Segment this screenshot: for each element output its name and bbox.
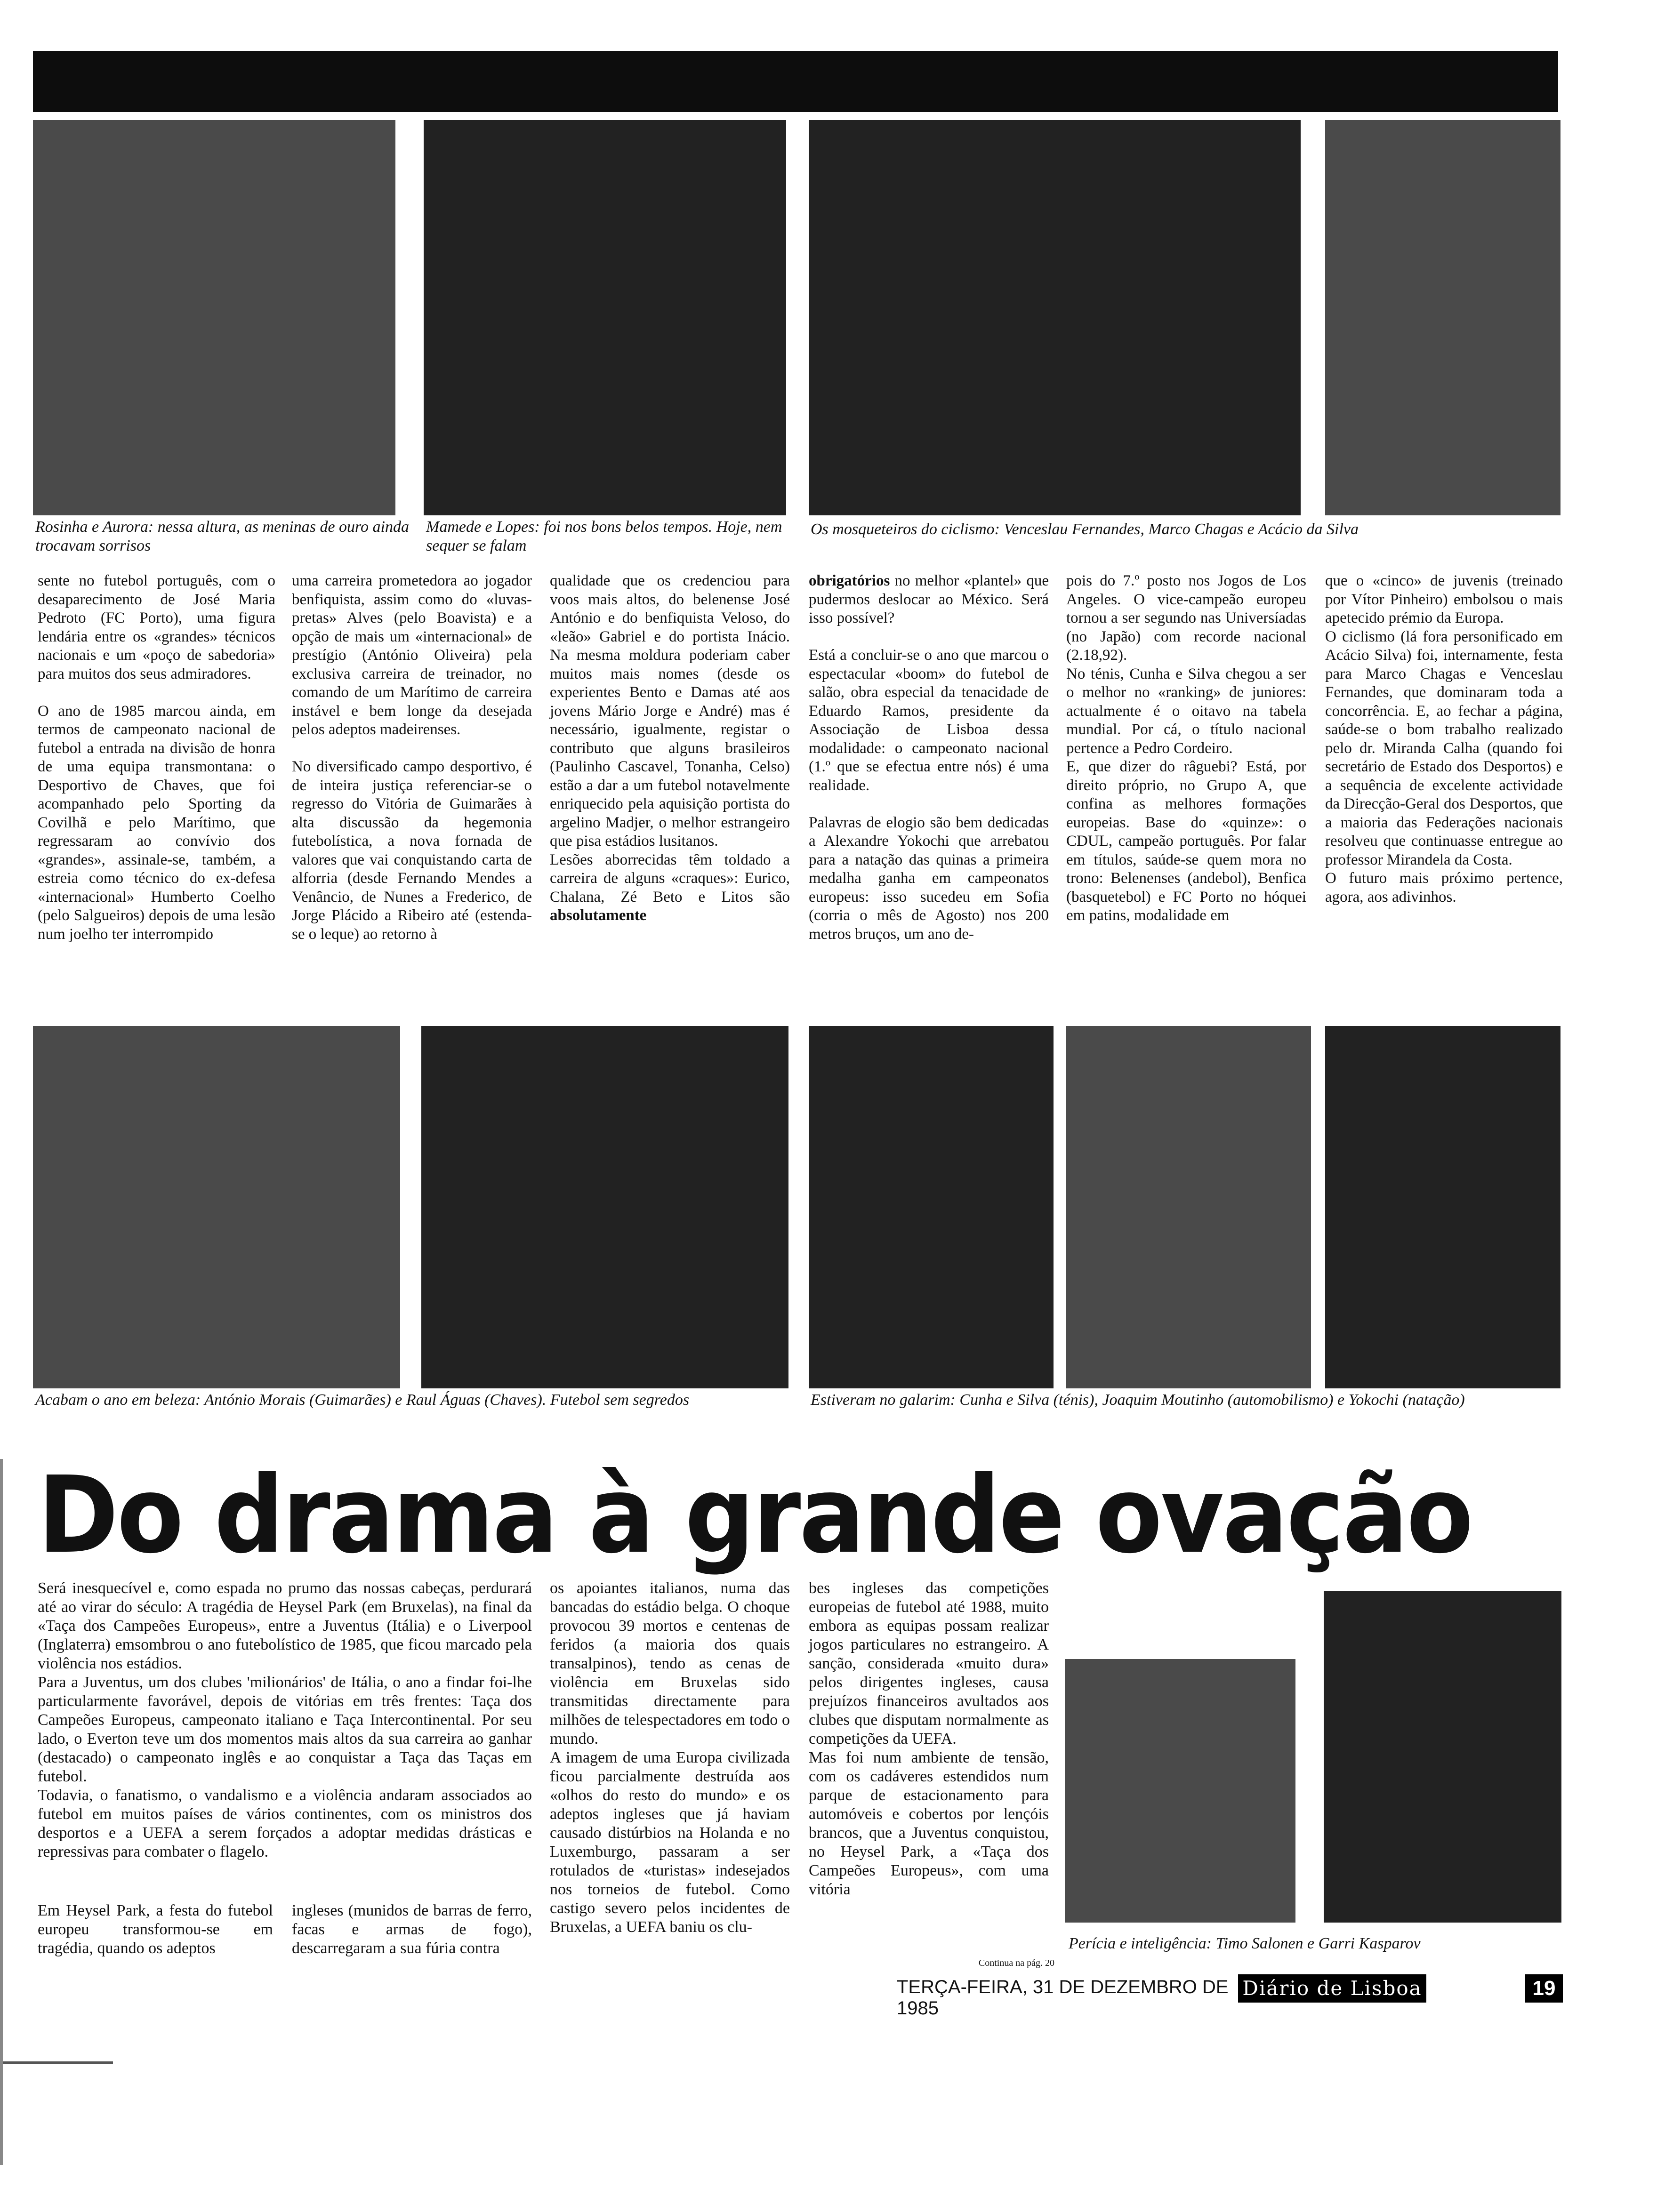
article-column-5: pois do 7.º posto nos Jogos de Los Angeles. O vice-campeão europeu tornou a ser segundo nas Universíadas (no Japão) com recorde nacional (2.18,92). No ténis, Cunha e Silva chegou a ser o melhor no «ranking» de juniores: actualmente é o oitavo na tabela mundial. Por cá, o título nacional pertence a Pedro Cordeiro. E, que dizer do râguebi? Está, por direito próprio, no Grupo A, que confina as melhores formações europeias. Base do «quinze»: o CDUL, campeão português. Por falar em títulos, saúde-se quem mora no trono: Belenenses (andebol), Benfica (basquetebol) e FC Porto no hóquei em patins, modalidade em [1066, 572, 1306, 924]
column-4-text: no melhor «plantel» que pudermos deslocar ao México. Será isso possível? Está a concluir-se o ano que marcou o espectacular «boom» do futebol de salão, obra especial da tenacidade de Eduardo Ramos, presidente da Associação de Lisboa dessa modalidade: o campeonato nacional (1.º que se efectua entre nós) é uma realidade. Palavras de elogio são bem dedicadas a Alexandre Yokochi que arrebatou para a natação das quinas a primeira medalha ganha em campeonatos europeus: isso sucedeu em Sofia (corria o mês de Agosto) nos 200 metros bruços, um ano de- [809, 572, 1049, 943]
lower-article-lead: Será inesquecível e, como espada no prumo das nossas cabeças, perdurará até ao virar do século: A tragédia de Heysel Park (em Bruxelas), na final da «Taça dos Campeões Europeus», entre a Juventus (Itália) e o Liverpool (Inglaterra) emsombrou o ano futebolístico de 1985, que ficou marcado pela violência nos estádios. Para a Juventus, um dos clubes 'milionários' de Itália, o ano a findar foi-lhe particularmente favorável, depois de vitórias em três frentes: Taça dos Campeões Europeus, campeonato italiano e Taça Intercontinental. Por seu lado, o Everton teve um dos momentos mais altos da sua carreira ao ganhar (destacado) o campeonato inglês e ao conquistar a Taça das Taças em futebol. Todavia, o fanatismo, o vandalismo e a violência andaram associados ao futebol em muitos países de vários continentes, com os ministros dos desportos e a UEFA a serem forçados a adoptar medidas drásticas e repressivas para combater o flagelo. [38, 1579, 532, 1860]
caption-salonen-kasparov: Perícia e inteligência: Timo Salonen e Garri Kasparov [1069, 1935, 1421, 1952]
photo-yokochi [1325, 1026, 1560, 1388]
scan-left-edge [0, 1459, 3, 2165]
top-banner [33, 51, 1558, 112]
photo-antonio-morais [33, 1026, 400, 1388]
column-3-text: qualidade que os credenciou para voos mais altos, do belenense José António e do benfiquista Veloso, do «leão» Gabriel e do portista Inácio. Na mesma moldura poderiam caber muitos mais nomes (desde os experientes Bento e Damas até aos jovens Mário Jorge e André) mas é necessário, igualmente, registar o contributo que alguns brasileiros (Paulinho Cascavel, Tonanha, Celso) estão a dar a um futebol notavelmente enriquecido pela aquisição portista do argelino Madjer, o melhor estrangeiro que pisa estádios lusitanos. Lesões aborrecidas têm toldado a carreira de alguns «craques»: Eurico, Chalana, Zé Beto e Litos são [550, 572, 790, 906]
bold-obrigatorios: obrigatórios [809, 572, 890, 589]
scan-edge-mark [0, 2061, 113, 2064]
caption-galarim: Estiveram no galarim: Cunha e Silva (ténis), Joaquim Moutinho (automobilismo) e Yokochi (natação) [811, 1391, 1465, 1409]
lower-article-column-2b: ingleses (munidos de barras de ferro, facas e armas de fogo), descarregaram a sua fúria contra [292, 1902, 532, 1957]
caption-futebol: Acabam o ano em beleza: António Morais (Guimarães) e Raul Águas (Chaves). Futebol sem segredos [35, 1391, 690, 1409]
photo-joaquim-moutinho [1066, 1026, 1311, 1388]
page-number: 19 [1525, 1974, 1563, 2003]
lower-article-column-3: os apoiantes italianos, numa das bancadas do estádio belga. O choque provocou 39 mortos e centenas de feridos (a maioria dos quais transalpinos), tendo as cenas de violência em Bruxelas sido transmitidas directamente para milhões de telespectadores em todo o mundo. A imagem de uma Europa civilizada ficou parcialmente destruída aos «olhos do resto do mundo» e os adeptos ingleses que já haviam causado distúrbios na Holanda e no Luxemburgo, passaram a ser rotulados de «turistas» indesejados nos torneios de futebol. Como castigo severo pelos incidentes de Bruxelas, a UEFA baniu os clu- [550, 1579, 790, 1936]
footer-date: TERÇA-FEIRA, 31 DE DEZEMBRO DE 1985 [897, 1977, 1229, 2019]
photo-garri-kasparov [1324, 1591, 1561, 1923]
masthead-logo: Diário de Lisboa [1238, 1974, 1426, 2003]
caption-ciclismo: Os mosqueteiros do ciclismo: Venceslau Fernandes, Marco Chagas e Acácio da Silva [811, 521, 1359, 538]
lower-article-column-4: bes ingleses das competições europeias de futebol até 1988, muito embora as equipas possam realizar jogos particulares no estrangeiro. A sanção, considerada «muito dura» pelos dirigentes ingleses, causa prejuízos financeiros avultados aos clubes que disputam normalmente as competições da UEFA. Mas foi num ambiente de tensão, com os cadáveres estendidos num parque de estacionamento para automóveis e cobertos por lençóis brancos, que a Juventus conquistou, no Heysel Park, a «Taça dos Campeões Europeus», com uma vitória [809, 1579, 1049, 1898]
photo-timo-salonen [1065, 1659, 1295, 1923]
caption-rosinha-aurora: Rosinha e Aurora: nessa altura, as meninas de ouro ainda trocavam sorrisos [35, 518, 409, 554]
photo-acacio-silva [1325, 120, 1560, 515]
photo-ciclismo [809, 120, 1301, 515]
lower-article-column-1b: Em Heysel Park, a festa do futebol europeu transformou-se em tragédia, quando os adeptos [38, 1902, 273, 1957]
article-column-6: que o «cinco» de juvenis (treinado por Vítor Pinheiro) embolsou o mais apetecido prémio da Europa. O ciclismo (lá fora personificado em Acácio Silva) foi, internamente, festa para Marco Chagas e Venceslau Fernandes, que dominaram toda a concorrência. E, ao fechar a página, saúde-se o bom trabalho realizado pelo dr. Miranda Calha (quando foi secretário de Estado dos Desportos) e a sequência de excelente actividade da Direcção-Geral dos Desportos, que a maioria das Federações nacionais resolveu que continuasse entregue ao professor Mirandela da Costa. O futuro mais próximo pertence, agora, aos adivinhos. [1325, 572, 1563, 906]
headline: Do drama à grande ovação [38, 1454, 1472, 1577]
photo-rosinha-aurora [33, 120, 395, 515]
bold-absolutamente: absolutamente [550, 907, 647, 924]
photo-raul-aguas [421, 1026, 788, 1388]
article-column-4 [809, 572, 1049, 944]
article-column-3 [550, 572, 790, 925]
article-column-2: uma carreira prometedora ao jogador benfiquista, assim como do «luvas-pretas» Alves (pelo Boavista) e a opção de mais um «internacional» de prestígio (António Oliveira) pela exclusiva carreira de treinador, no comando de um Marítimo de carreira instável e bem longe da desejada pelos adeptos madeirenses. No diversificado campo desportivo, é de inteira justiça referenciar-se o regresso do Vitória de Guimarães à alta discussão da hegemonia futebolística, a nova fornada de valores que vai conquistando carta de alforria (desde Fernando Mendes a Venâncio, de Nunes a Frederico, de Jorge Plácido a Ribeiro até (estenda-se o leque) ao retorno à [292, 572, 532, 943]
photo-mamede-lopes [424, 120, 786, 515]
continued-note: Continua na pág. 20 [978, 1958, 1054, 1968]
caption-mamede-lopes: Mamede e Lopes: foi nos bons belos tempos. Hoje, nem sequer se falam [426, 518, 782, 554]
article-column-1: sente no futebol português, com o desaparecimento de José Maria Pedroto (FC Porto), uma figura lendária entre os «grandes» técnicos nacionais e um «poço de sabedoria» para muitos dos seus admiradores. O ano de 1985 marcou ainda, em termos de campeonato nacional de futebol a entrada na divisão de honra de uma equipa transmontana: o Desportivo de Chaves, que foi acompanhado pelo Sporting da Covilhã e pelo Marítimo, que regressaram ao convívio dos «grandes», assinale-se, também, a estreia como técnico do ex-defesa «internacional» Humberto Coelho (pelo Salgueiros) depois de uma lesão num joelho ter interrompido [38, 572, 275, 943]
photo-cunha-silva [809, 1026, 1054, 1388]
